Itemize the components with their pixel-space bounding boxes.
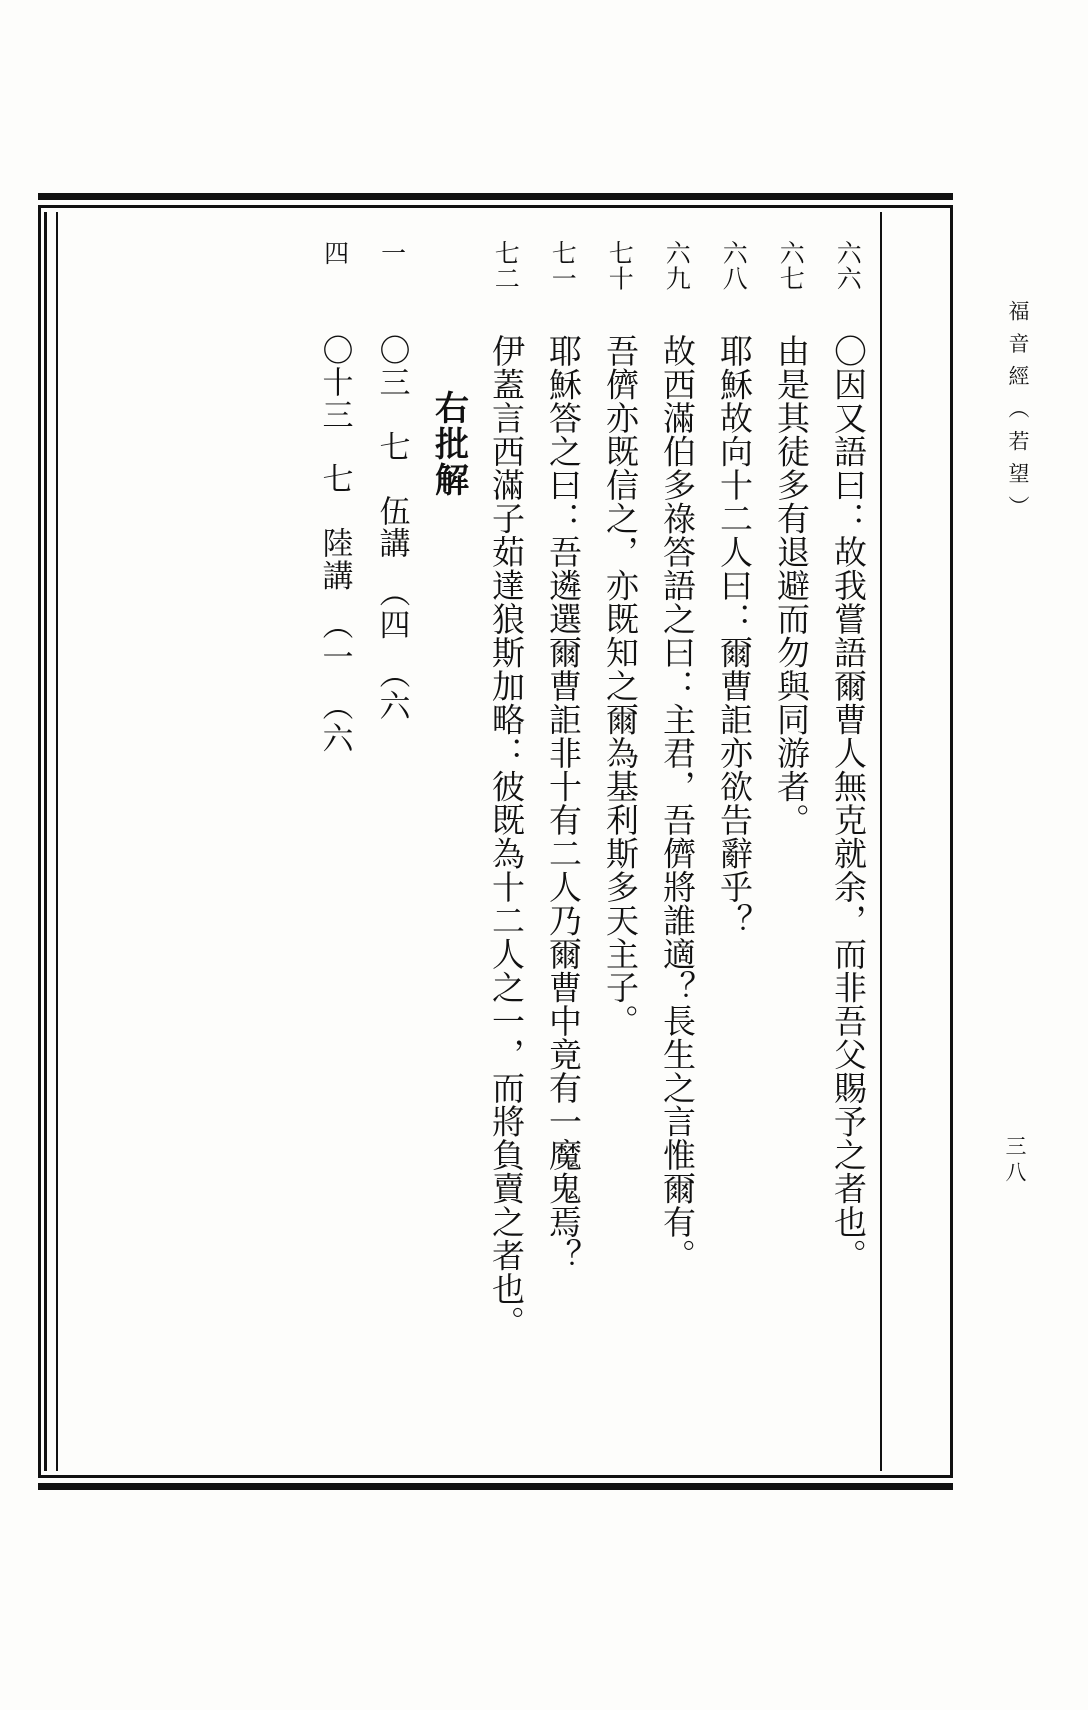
verse-text: 伊蓋言西滿子茹達狼斯加略：彼既為十二人之一，而將負賣之者也。 — [486, 334, 526, 1339]
section-heading: 右批解 — [428, 390, 469, 499]
verse-text: 故西滿伯多祿答語之曰：主君，吾儕將誰適？長生之言惟爾有。 — [657, 334, 697, 1272]
verse-column — [762, 222, 819, 1458]
verse-column — [648, 222, 705, 1458]
verse-number: 六八 — [719, 240, 749, 291]
vertical-text-body — [66, 222, 876, 1462]
column-rule-running-head — [880, 212, 882, 1471]
verse-number: 七一 — [548, 240, 578, 291]
verse-number: 六九 — [662, 240, 692, 291]
reference-column — [306, 222, 363, 1458]
binding-bar — [44, 212, 58, 1471]
verse-column — [534, 222, 591, 1458]
verse-column — [591, 222, 648, 1458]
page-number: 三八 — [1003, 1135, 1027, 1188]
reference-body: 〇十三 七 陸講 （一 （六 — [316, 334, 353, 755]
reference-head: 一 — [377, 240, 407, 266]
reference-column — [363, 222, 420, 1458]
reference-head: 四 — [320, 240, 350, 266]
verse-column — [477, 222, 534, 1458]
reference-body: 〇三 七 伍講 （四 （六 — [373, 334, 410, 723]
verse-number: 七十 — [605, 240, 635, 291]
verse-text: 耶穌故向十二人曰：爾曹詎亦欲告辭乎？ — [714, 334, 754, 937]
running-head: 福音經（若望） — [1006, 300, 1030, 528]
verse-text: 吾儕亦既信之，亦既知之爾為基利斯多天主子。 — [600, 334, 640, 1038]
verse-column — [819, 222, 876, 1458]
section-heading-column — [420, 222, 477, 1458]
verse-text: 耶穌答之曰：吾遴選爾曹詎非十有二人乃爾曹中竟有一魔鬼焉？ — [543, 334, 583, 1272]
verse-number: 六六 — [833, 240, 863, 291]
verse-text: 由是其徒多有退避而勿與同游者。 — [771, 334, 811, 837]
verse-number: 六七 — [776, 240, 806, 291]
verse-number: 七二 — [491, 240, 521, 291]
verse-text: 〇因又語曰：故我嘗語爾曹人無克就余，而非吾父賜予之者也。 — [828, 334, 868, 1272]
verse-column — [705, 222, 762, 1458]
